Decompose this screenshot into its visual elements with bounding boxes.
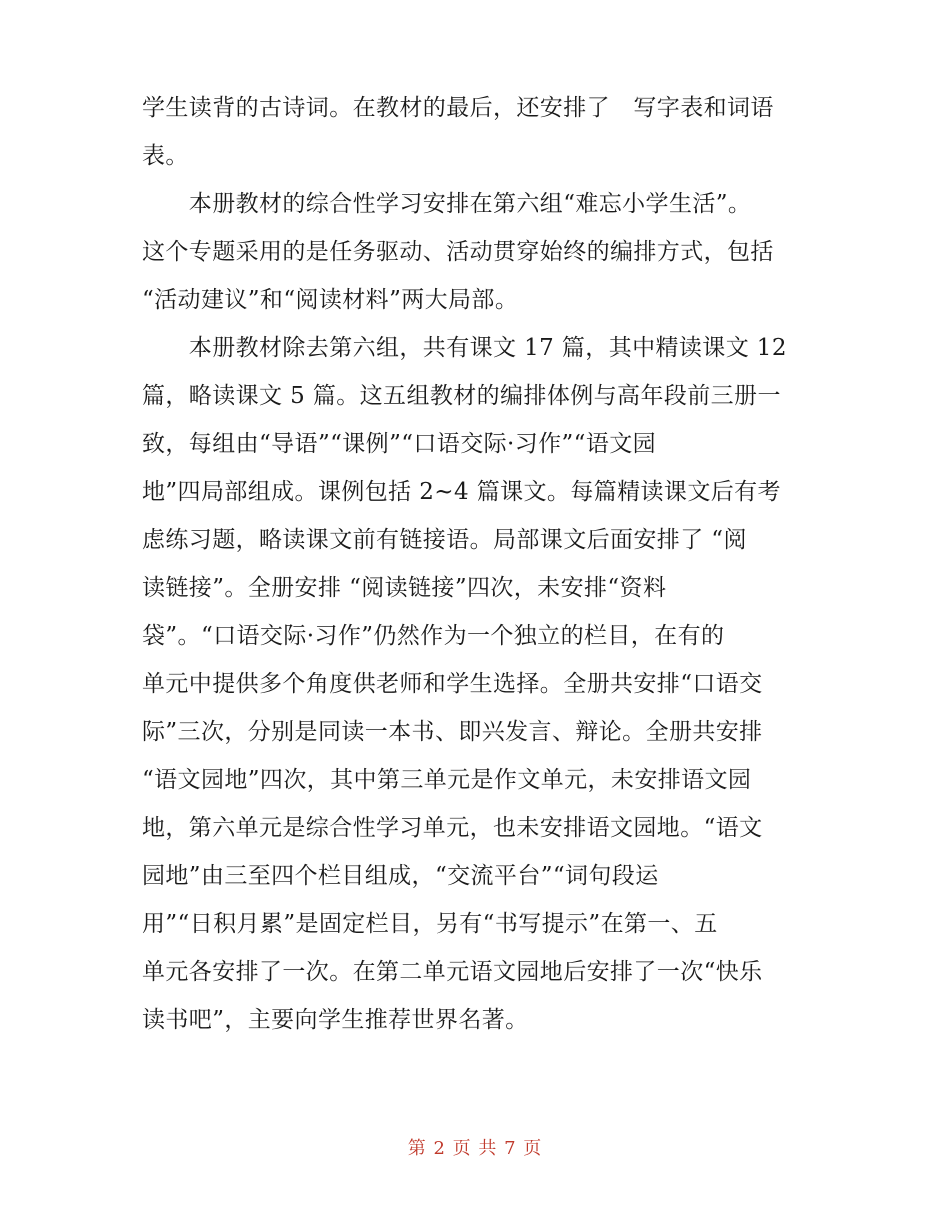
text-line-9: 地”四局部组成。课例包括 2~4 篇课文。每篇精读课文后有考: [142, 479, 781, 505]
page-footer: [0, 1134, 950, 1160]
text-line-8: 致，每组由“导语”“课例”“口语交际·习作”“语文园: [142, 431, 657, 457]
text-line-15: “语文园地”四次，其中第三单元是作文单元，未安排语文园: [142, 767, 752, 793]
text-line-16: 地，第六单元是综合性学习单元，也未安排语文园地。“语文: [142, 815, 763, 841]
text-line-4: 这个专题采用的是任务驱动、活动贯穿始终的编排方式，包括: [142, 239, 774, 265]
text-line-13: 单元中提供多个角度供老师和学生选择。全册共安排“口语交: [142, 671, 763, 697]
document-body: [142, 84, 812, 1044]
text-line-17: 园地”由三至四个栏目组成，“交流平台”“词句段运: [142, 863, 659, 889]
text-line-3: 本册教材的综合性学习安排在第六组“难忘小学生活”。: [142, 191, 752, 217]
text-line-18: 用”“日积月累”是固定栏目，另有“书写提示”在第一、五: [142, 911, 718, 937]
text-line-10: 虑练习题，略读课文前有链接语。局部课文后面安排了 “阅: [142, 527, 747, 553]
text-line-7: 篇，略读课文 5 篇。这五组教材的编排体例与高年段前三册一: [142, 383, 781, 409]
text-line-14: 际”三次，分别是同读一本书、即兴发言、辩论。全册共安排: [142, 719, 763, 745]
text-line-1: 学生读背的古诗词。在教材的最后，还安排了 写字表和词语: [142, 95, 774, 121]
text-line-2: 表。: [142, 143, 189, 169]
text-line-12: 袋”。“口语交际·习作”仍然作为一个独立的栏目，在有的: [142, 623, 725, 649]
text-line-6: 本册教材除去第六组，共有课文 17 篇，其中精读课文 12: [142, 335, 787, 361]
text-line-5: “活动建议”和“阅读材料”两大局部。: [142, 287, 519, 313]
text-line-20: 读书吧”，主要向学生推荐世界名著。: [142, 1007, 529, 1033]
text-line-19: 单元各安排了一次。在第二单元语文园地后安排了一次“快乐: [142, 959, 763, 985]
text-line-11: 读链接”。全册安排 “阅读链接”四次，未安排“资料: [142, 575, 667, 601]
page-number-label: 第 2 页 共 7 页: [407, 1138, 543, 1159]
